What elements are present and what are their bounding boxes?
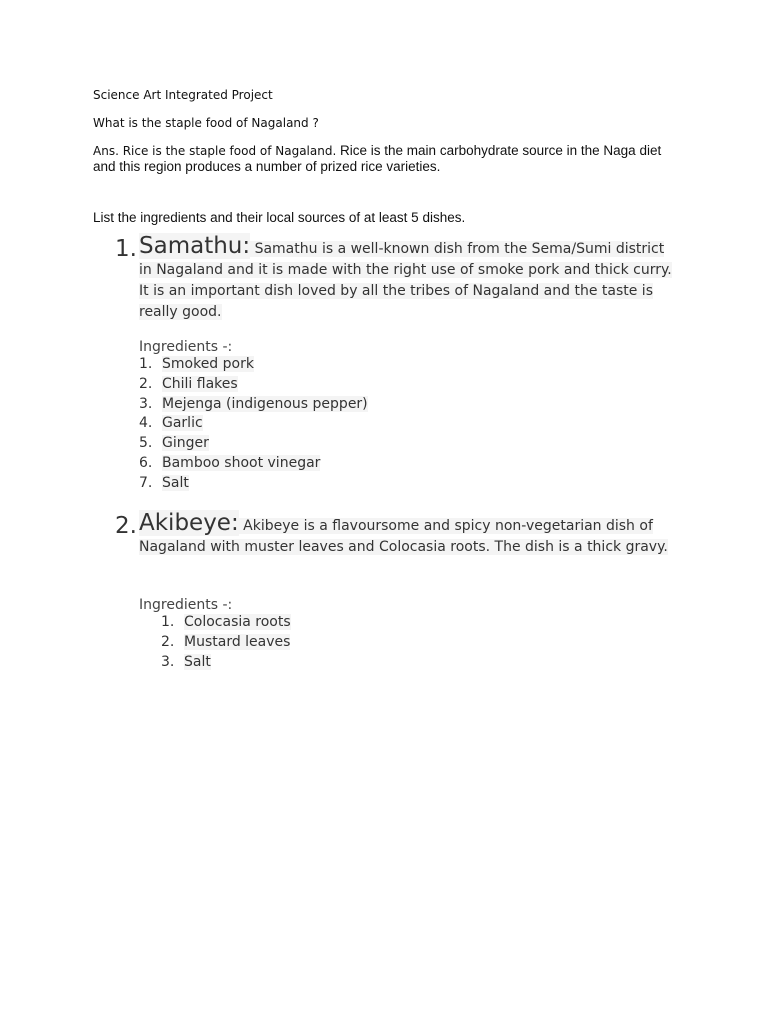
ingredient-number: 1. — [139, 356, 153, 372]
ingredient-item — [139, 414, 368, 434]
ingredient-item — [139, 355, 368, 375]
ingredient-item — [161, 653, 291, 673]
ingredient-number: 2. — [139, 375, 153, 392]
ingredient-number: 3. — [161, 653, 175, 670]
dish-item — [115, 510, 675, 558]
question-text: What is the staple food of Nagaland ? — [93, 116, 319, 130]
dish-number: 2. — [115, 513, 137, 539]
ingredient-item — [139, 395, 368, 415]
ingredient-number: 1. — [161, 614, 175, 630]
ingredient-label: Mustard leaves — [184, 633, 291, 650]
ingredient-number: 7. — [139, 474, 153, 491]
ingredient-label: Garlic — [162, 415, 203, 432]
dish-name: Akibeye: — [139, 510, 239, 536]
ingredients-heading: Ingredients -: — [139, 597, 233, 613]
ingredient-label: Salt — [162, 474, 189, 491]
ingredient-label: Chili flakes — [162, 375, 238, 392]
answer-paragraph — [93, 143, 668, 175]
ingredients-list — [139, 613, 291, 672]
ingredient-label: Ginger — [162, 435, 209, 452]
ingredient-item — [139, 474, 368, 494]
ingredient-item — [161, 613, 291, 633]
instruction-text: List the ingredients and their local sources of at least 5 dishes. — [93, 210, 466, 225]
dish-name: Samathu: — [139, 233, 251, 259]
ingredient-number: 2. — [161, 633, 175, 650]
ingredient-item — [139, 454, 368, 474]
ingredient-label: Smoked pork — [162, 356, 254, 372]
ingredient-label: Mejenga (indigenous pepper) — [162, 395, 368, 412]
ingredient-item — [139, 375, 368, 395]
ingredients-heading: Ingredients -: — [139, 339, 233, 355]
ingredient-number: 5. — [139, 435, 153, 452]
answer-rest: Rice is the main carbohydrate source in the Naga diet and this region produces a number of prized rice varieties. — [93, 143, 662, 174]
ingredient-label: Bamboo shoot vinegar — [162, 454, 321, 471]
dish-description: Samathu is a well-known dish from the Sema/Sumi district in Nagaland and it is made with the right use of smoke pork and thick curry. It is an important dish loved by all the tribes of Nagaland and the taste is really good. — [139, 241, 672, 320]
ingredients-list — [139, 355, 368, 494]
ingredient-number: 4. — [139, 415, 153, 432]
dish-item — [115, 233, 675, 323]
ingredient-item — [161, 633, 291, 653]
ingredient-item — [139, 434, 368, 454]
ingredient-label: Colocasia roots — [184, 614, 291, 630]
answer-lead: Ans. Rice is the staple food of Nagaland. — [93, 144, 337, 158]
dish-number: 1. — [115, 236, 137, 262]
ingredient-number: 3. — [139, 395, 153, 412]
dish-paragraph — [139, 233, 675, 323]
dish-paragraph — [139, 510, 675, 558]
ingredients-section — [139, 597, 291, 672]
dish-description: Akibeye is a flavoursome and spicy non-vegetarian dish of Nagaland with muster leaves and Colocasia roots. The dish is a thick gravy. — [139, 518, 668, 555]
document-title: Science Art Integrated Project — [93, 88, 273, 102]
ingredients-section — [139, 339, 368, 494]
ingredient-number: 6. — [139, 454, 153, 471]
ingredient-label: Salt — [184, 653, 211, 670]
